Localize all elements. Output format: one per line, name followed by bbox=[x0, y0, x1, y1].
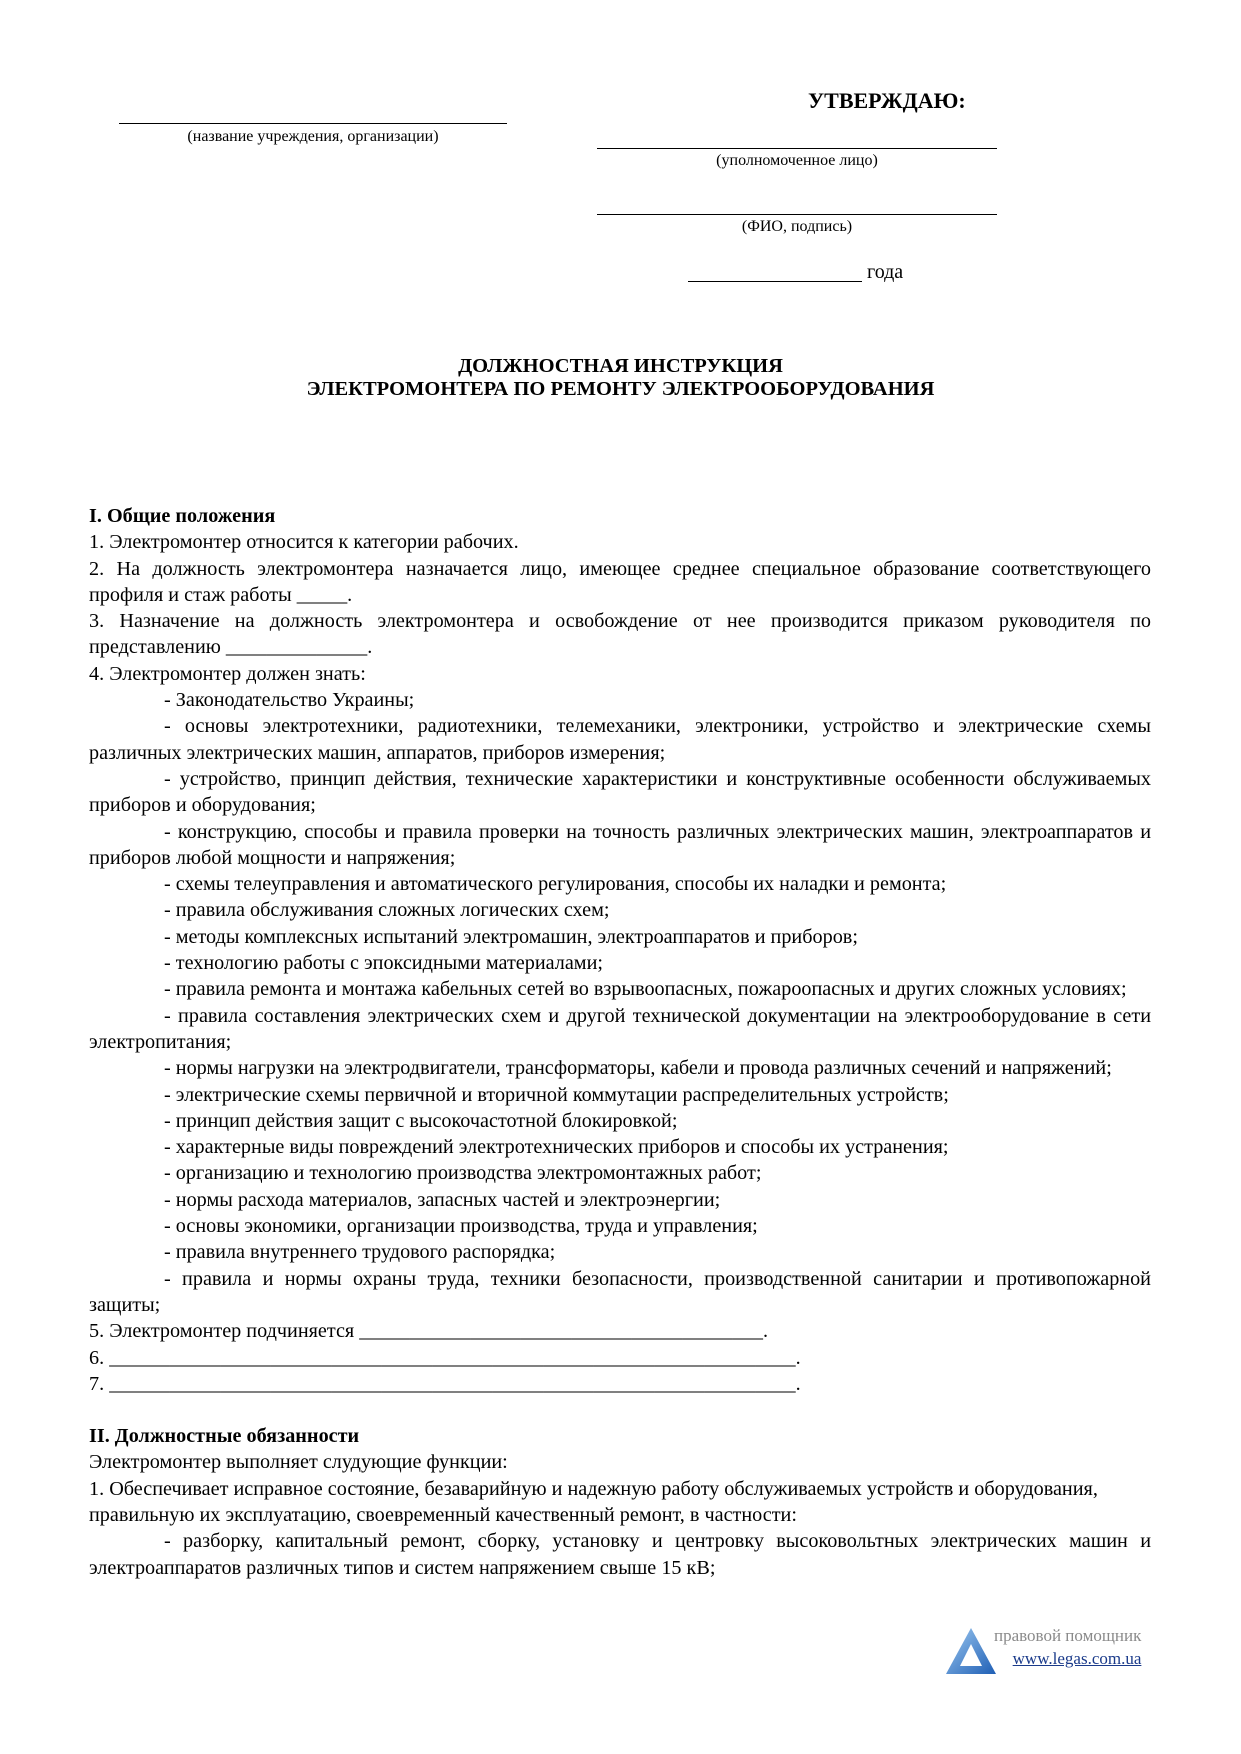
document-body bbox=[89, 503, 1151, 1581]
list-item: - схемы телеуправления и автоматического регулирования, способы их наладки и ремонта; bbox=[164, 873, 947, 896]
year-label: года bbox=[867, 261, 904, 283]
list-item: - правила ремонта и монтажа кабельных сетей во взрывоопасных, пожароопасных и других сложных условиях; bbox=[164, 978, 1127, 1001]
clause-1-2: 2. На должность электромонтера назначается лицо, имеющее среднее специальное образование соответствующего профиля и стаж работы _____. bbox=[89, 557, 1151, 606]
clause-1-5: 5. Электромонтер подчиняется ________________________________________. bbox=[89, 1320, 769, 1343]
legas-logo-icon bbox=[946, 1628, 996, 1679]
doc-title-line2: ЭЛЕКТРОМОНТЕРА ПО РЕМОНТУ ЭЛЕКТРООБОРУДОВАНИЯ bbox=[306, 378, 935, 400]
list-item: - правила обслуживания сложных логических схем; bbox=[164, 899, 610, 922]
clause-1-6: 6. ____________________________________________________________________. bbox=[89, 1346, 801, 1369]
clause-2-1: 1. Обеспечивает исправное состояние, безаварийную и надежную работу обслуживаемых устройств и оборудования, правильную их эксплуатацию, своевременный качественный ремонт, в частности: bbox=[89, 1477, 1098, 1526]
list-item: - принцип действия защит с высокочастотной блокировкой; bbox=[164, 1109, 678, 1132]
clause-1-1: 1. Электромонтер относится к категории рабочих. bbox=[89, 531, 519, 554]
authorized-person-line[interactable] bbox=[597, 148, 997, 149]
section-2-heading: II. Должностные обязанности bbox=[89, 1425, 360, 1448]
knowledge-list bbox=[89, 687, 1151, 1318]
list-item: - устройство, принцип действия, технические характеристики и конструктивные особенности обслуживаемых приборов и оборудования; bbox=[89, 767, 1151, 817]
org-caption: (название учреждения, организации) bbox=[187, 128, 439, 145]
list-item: - нормы нагрузки на электродвигатели, трансформаторы, кабели и провода различных сечений и напряжений; bbox=[164, 1057, 1112, 1080]
list-item: - правила и нормы охраны труда, техники безопасности, производственной санитарии и противопожарной защиты; bbox=[89, 1267, 1151, 1316]
approve-heading: УТВЕРЖДАЮ: bbox=[808, 88, 966, 113]
list-item: - электрические схемы первичной и вторичной коммутации распределительных устройств; bbox=[164, 1083, 949, 1106]
clause-1-3: 3. Назначение на должность электромонтера и освобождение от нее производится приказом руководителя по представлению ______________. bbox=[89, 610, 1151, 659]
list-item: - разборку, капитальный ремонт, сборку, установку и центровку высоковольтных электрических машин и электроаппаратов различных типов и систем напряжением свыше 15 кВ; bbox=[89, 1530, 1151, 1579]
list-item: - конструкцию, способы и правила проверки на точность различных электрических машин, электроаппаратов и приборов любой мощности и напряжения; bbox=[89, 820, 1151, 869]
list-item: - нормы расхода материалов, запасных частей и электроэнергии; bbox=[164, 1188, 721, 1211]
date-line[interactable] bbox=[688, 281, 862, 282]
org-name-line[interactable] bbox=[119, 123, 507, 124]
list-item: - правила внутреннего трудового распорядка; bbox=[164, 1241, 556, 1264]
logo-text: правовой помощник bbox=[994, 1626, 1142, 1645]
clause-1-7: 7. ____________________________________________________________________. bbox=[89, 1372, 801, 1395]
person-caption: (уполномоченное лицо) bbox=[716, 152, 878, 169]
list-item: - Законодательство Украины; bbox=[164, 689, 415, 712]
list-item: - правила составления электрических схем и другой технической документации на электрооборудование в сети электропитания; bbox=[89, 1004, 1151, 1053]
list-item: - методы комплексных испытаний электромашин, электроаппаратов и приборов; bbox=[164, 925, 858, 948]
footer-branding bbox=[994, 1624, 1141, 1670]
section-2-intro: Электромонтер выполняет слудующие функции: bbox=[89, 1451, 508, 1474]
duties-list bbox=[89, 1528, 1151, 1581]
doc-title-line1: ДОЛЖНОСТНАЯ ИНСТРУКЦИЯ bbox=[458, 355, 783, 377]
list-item: - технологию работы с эпоксидными материалами; bbox=[164, 952, 603, 975]
list-item: - основы электротехники, радиотехники, телемеханики, электроники, устройство и электрические схемы различных электрических машин, аппаратов, приборов измерения; bbox=[89, 715, 1151, 764]
name-signature-line[interactable] bbox=[597, 214, 997, 215]
list-item: - основы экономики, организации производства, труда и управления; bbox=[164, 1215, 758, 1238]
name-caption: (ФИО, подпись) bbox=[741, 218, 853, 235]
clause-1-4: 4. Электромонтер должен знать: bbox=[89, 662, 366, 685]
website-link[interactable]: www.legas.com.ua bbox=[1012, 1649, 1142, 1668]
list-item: - характерные виды повреждений электротехнических приборов и способы их устранения; bbox=[164, 1136, 949, 1159]
section-1-heading: I. Общие положения bbox=[89, 505, 276, 527]
list-item: - организацию и технологию производства электромонтажных работ; bbox=[164, 1162, 762, 1185]
